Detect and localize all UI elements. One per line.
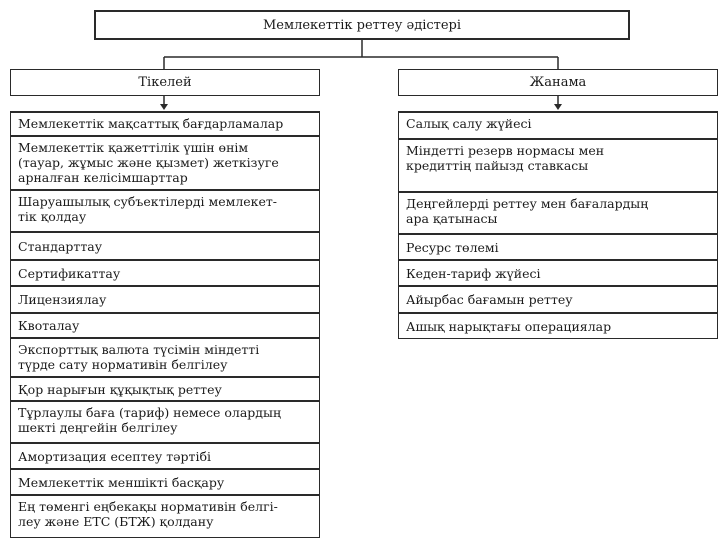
direct-method-item: Қор нарығын құқықтық реттеу (10, 377, 320, 401)
direct-method-item: Мемлекеттік қажеттілік үшін өнім (тауар, жұмыс және қызмет) жеткізуге арналған келісімшарттар (10, 136, 320, 190)
diagram-title: Мемлекеттік реттеу әдістері (94, 10, 630, 40)
direct-method-item: Мемлекеттік меншікті басқару (10, 469, 320, 495)
indirect-methods-header: Жанама (398, 69, 718, 96)
direct-method-item: Шаруашылық субъектілерді мемлекет- тік қолдау (10, 190, 320, 232)
direct-method-item: Амортизация есептеу тәртібі (10, 443, 320, 469)
indirect-method-item: Салық салу жүйесі (398, 111, 718, 139)
direct-method-item: Лицензиялау (10, 286, 320, 313)
direct-method-item: Мемлекеттік мақсаттық бағдарламалар (10, 111, 320, 136)
direct-method-item: Ең төменгі еңбекақы нормативін белгі- леу және ЕТС (БТЖ) қолдану (10, 495, 320, 538)
indirect-method-item: Деңгейлерді реттеу мен бағалардың ара қатынасы (398, 192, 718, 234)
indirect-method-item: Айырбас бағамын реттеу (398, 286, 718, 313)
direct-methods-header: Тікелей (10, 69, 320, 96)
direct-method-item: Квоталау (10, 313, 320, 338)
indirect-method-item: Міндетті резерв нормасы мен кредиттің пайызд ставкасы (398, 139, 718, 192)
direct-method-item: Тұрлаулы баға (тариф) немесе олардың шекті деңгейін белгілеу (10, 401, 320, 443)
direct-method-item: Стандарттау (10, 232, 320, 260)
direct-method-item: Экспорттық валюта түсімін міндетті түрде сату нормативін белгілеу (10, 338, 320, 377)
indirect-method-item: Ашық нарықтағы операциялар (398, 313, 718, 339)
direct-method-item: Сертификаттау (10, 260, 320, 286)
indirect-method-item: Кеден-тариф жүйесі (398, 260, 718, 286)
indirect-method-item: Ресурс төлемі (398, 234, 718, 260)
